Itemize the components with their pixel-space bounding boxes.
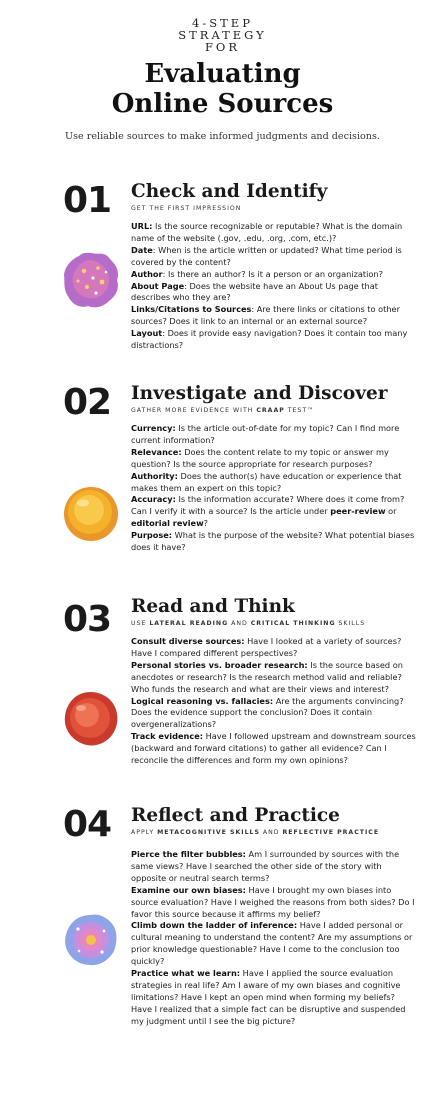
list-item: Purpose: What is the purpose of the website? What potential biases does it have? [131, 530, 415, 553]
list-item: Consult diverse sources: Have I looked at a variety of sources? Have I compared different perspectives? [131, 636, 402, 658]
tagline: Use reliable sources to make informed judgments and decisions. [65, 131, 380, 142]
list-item: Logical reasoning vs. fallacies: Are the arguments convincing? Does the evidence support the conclusion? Does it contain overgeneralizations? [131, 695, 404, 730]
blue-cell-icon [60, 909, 122, 971]
list-item: Currency: Is the article out-of-date for my topic? Can I find more current information? [131, 423, 400, 445]
page-title-line-2: Online Sources [111, 89, 334, 119]
header-line-3: FOR [204, 40, 241, 54]
header-line-2: STRATEGY [178, 28, 267, 42]
list-item: Examine our own biases: Have I brought my own biases into source evaluation? Have I weighed the reasons from both sides? Do I favor this source because it affirms my belief? [131, 884, 415, 919]
step-subtitle: GET THE FIRST IMPRESSION [131, 205, 242, 212]
step-title: Check and Identify [131, 181, 328, 202]
step-body [131, 221, 417, 352]
list-item: Track evidence: Have I followed upstream and downstream sources (backward and forward citations) to gather all evidence? Can I reconcile the differences and form my own opinions? [131, 731, 416, 766]
step-title: Read and Think [131, 596, 295, 617]
step-number: 01 [63, 180, 112, 221]
header-line-1: 4-STEP [192, 16, 253, 30]
list-item: URL: Is the source recognizable or reputable? What is the domain name of the website (.gov, .edu, .org, .com, etc.)? [131, 221, 403, 243]
list-item: Date: When is the article written or updated? What time period is covered by the content? [131, 244, 402, 267]
list-item: Accuracy: Is the information accurate? Where does it come from? Can I verify it with a source? Is the article under peer-review or editorial review? [131, 494, 405, 529]
list-item: Authority: Does the author(s) have education or experience that makes them an expert on this topic? [131, 470, 402, 493]
step-number: 04 [63, 804, 112, 845]
step-subtitle: USE LATERAL READING AND CRITICAL THINKING SKILLS [131, 620, 366, 627]
list-item: Climb down the ladder of inference: Have I added personal or cultural meaning to understand the content? Are my assumptions or prior knowledge questionable? Have I come to the conclusion too quickly? [131, 920, 413, 967]
step-subtitle: APPLY METACOGNITIVE SKILLS AND REFLECTIVE PRACTICE [131, 829, 380, 836]
step-subtitle: GATHER MORE EVIDENCE WITH CRAAP TEST™ [131, 407, 315, 414]
list-item: Author: Is there an author? Is it a person or an organization? [131, 268, 383, 279]
yellow-cell-icon [60, 483, 122, 545]
list-item: About Page: Does the website have an About Us page that describes who they are? [131, 280, 378, 303]
step-body [131, 423, 417, 554]
step-number: 02 [63, 382, 112, 423]
step-body [131, 849, 417, 1028]
purple-virus-icon [60, 249, 122, 311]
step-number: 03 [63, 599, 112, 640]
list-item: Pierce the filter bubbles: Am I surrounded by sources with the same views? Have I searched the other side of the story with opposite or neutral search terms? [131, 849, 400, 883]
red-cell-icon [60, 688, 122, 750]
list-item: Relevance: Does the content relate to my topic or answer my question? Is the source appropriate for research purposes? [131, 446, 389, 469]
step-title: Reflect and Practice [131, 805, 340, 826]
step-title: Investigate and Discover [131, 383, 388, 404]
list-item: Personal stories vs. broader research: Is the source based on anecdotes or research? Is the research method valid and reliable? Who funds the research and what are their views and interest? [131, 659, 403, 694]
list-item: Links/Citations to Sources: Are there links or citations to other sources? Does it link to an internal or an external source? [131, 304, 400, 327]
list-item: Layout: Does it provide easy navigation? Does it contain too many distractions? [131, 328, 408, 351]
step-body [131, 636, 417, 767]
list-item: Practice what we learn: Have I applied the source evaluation strategies in real life? Am I aware of my own biases and cognitive limitations? Have I kept an open mind when forming my beliefs? Have I realized that a simple fact can be disruptive and suspended my judgment until I see the big picture? [131, 968, 406, 1026]
page-title-line-1: Evaluating [144, 59, 301, 89]
